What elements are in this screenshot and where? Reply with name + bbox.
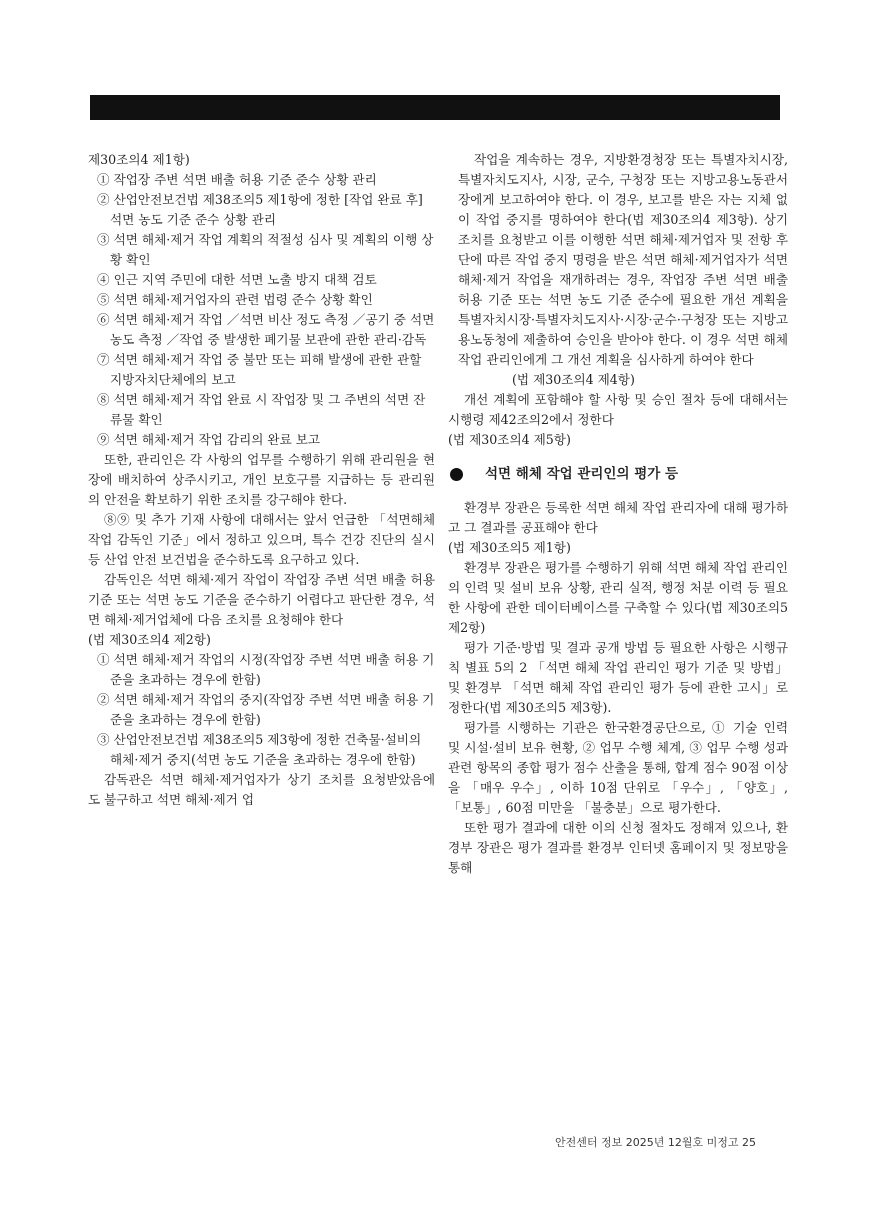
list-item: ③ 석면 해체·제거 작업 계획의 적절성 심사 및 계획의 이행 상황 확인 [97, 232, 434, 267]
list-item: ① 석면 해체·제거 작업의 시정(작업장 주변 석면 배출 허용 기준을 초과하는 경우에 한함) [97, 652, 435, 687]
body-paragraph: 또한, 관리인은 각 사항의 업무를 수행하기 위해 관리원을 현장에 배치하여 상주시키고, 개인 보호구를 지급하는 등 관리원의 안전을 확보하기 위한 조치를 강구해야 한다. [88, 452, 435, 507]
law-reference: (법 제30조의4 제5항) [448, 432, 571, 447]
body-paragraph: 환경부 장관은 평가를 수행하기 위해 석면 해체 작업 관리인의 인력 및 설비 보유 상황, 관리 실적, 행정 처분 이력 등 필요한 사항에 관한 데이터베이스를 구축할 수 있다(법 제30조의5 제2항) [448, 560, 788, 635]
list-item: ⑧ 석면 해체·제거 작업 완료 시 작업장 및 그 주변의 석면 잔류물 확인 [97, 392, 426, 427]
list-item: ⑤ 석면 해체·제거업자의 관련 법령 준수 상황 확인 [97, 292, 373, 307]
body-paragraph: 또한 평가 결과에 대한 이의 신청 절차도 정해져 있으나, 환경부 장관은 평가 결과를 환경부 인터넷 홈페이지 및 정보망을 통해 [448, 820, 788, 875]
header-bar [90, 95, 780, 120]
list-item: ⑦ 석면 해체·제거 작업 중 불만 또는 피해 발생에 관한 관할 지방자치단체에의 보고 [97, 352, 422, 387]
body-paragraph: 평가 기준·방법 및 결과 공개 방법 등 필요한 사항은 시행규칙 별표 5의 2 「석면 해체 작업 관리인 평가 기준 및 방법」 및 환경부 「석면 해체 작업 관리인 평가 등에 관한 고시」로 정한다(법 제30조의5 제3항). [448, 640, 788, 715]
law-reference: 제30조의4 제1항) [88, 152, 190, 167]
body-paragraph: 감독인은 석면 해체·제거 작업이 작업장 주변 석면 배출 허용 기준 또는 석면 농도 기준을 준수하기 어렵다고 판단한 경우, 석면 해체·제거업체에 다음 조치를 요청해야 한다 [88, 572, 435, 627]
page-footer: 안전센터 정보 2025년 12월호 미정고 25 [555, 1136, 756, 1149]
list-item: ⑥ 석면 해체·제거 작업 ／석면 비산 정도 측정 ／공기 중 석면 농도 측정 ／작업 중 발생한 폐기물 보관에 관한 관리·감독 [97, 312, 435, 347]
body-paragraph: 작업을 계속하는 경우, 지방환경청장 또는 특별자치시장, 특별자치도지사, 시장, 군수, 구청장 또는 지방고용노동관서장에게 보고하여야 한다. 이 경우, 보고를 받은 자는 지체 없이 작업 중지를 명하여야 한다(법 제30조의4 제3항). 상기 조치를 요청받고 이를 이행한 석면 해체·제거업자 및 전항 후단에 따른 작업 중지 명령을 받은 석면 해체·제거업자가 석면 해체·제거 작업을 재개하려는 경우, 작업장 주변 석면 배출 허용 기준 또는 석면 농도 기준 준수에 필요한 개선 계획을 특별자치시장·특별자치도지사·시장·군수·구청장 또는 지방고용노동청에 제출하여 승인을 받아야 한다. 이 경우 석면 해체 작업 관리인에게 그 개선 계획을 심사하게 하여야 한다 [458, 152, 788, 367]
right-column [448, 150, 788, 878]
body-paragraph: 감독관은 석면 해체·제거업자가 상기 조치를 요청받았음에 도 불구하고 석면 해체·제거 업 [88, 772, 435, 807]
law-reference: (법 제30조의4 제4항) [512, 372, 635, 387]
list-item: ② 석면 해체·제거 작업의 중지(작업장 주변 석면 배출 허용 기준을 초과하는 경우에 한함) [97, 692, 435, 727]
law-reference: (법 제30조의4 제2항) [88, 632, 211, 647]
section-heading [448, 464, 788, 484]
list-item: ② 산업안전보건법 제38조의5 제1항에 정한 [작업 완료 후] 석면 농도 기준 준수 상황 관리 [97, 192, 423, 227]
bullet-icon [450, 468, 463, 481]
measure-list [88, 650, 435, 770]
body-paragraph: ⑧⑨ 및 추가 기재 사항에 대해서는 앞서 언급한 「석면해체작업 감독인 기준」에서 정하고 있으며, 특수 건강 진단의 실시 등 산업 안전 보건법을 준수하도록 요구하고 있다. [88, 512, 435, 567]
list-item: ④ 인근 지역 주민에 대한 석면 노출 방지 대책 검토 [97, 272, 377, 287]
left-column [88, 150, 435, 810]
section-heading-text: 석면 해체 작업 관리인의 평가 등 [485, 466, 679, 482]
duty-list [88, 170, 435, 450]
body-paragraph: 평가를 시행하는 기관은 한국환경공단으로, ① 기술 인력 및 시설·설비 보유 현황, ② 업무 수행 체계, ③ 업무 수행 성과 관련 항목의 종합 평가 점수 산출을 통해, 합계 점수 90점 이상을 「매우 우수」, 이하 10점 단위로 「우수」, 「양호」, 「보통」, 60점 미만을 「불충분」으로 평가한다. [448, 720, 788, 815]
list-item: ① 작업장 주변 석면 배출 허용 기준 준수 상황 관리 [97, 172, 377, 187]
list-item: ⑨ 석면 해체·제거 작업 감리의 완료 보고 [97, 432, 321, 447]
law-reference: (법 제30조의5 제1항) [448, 540, 571, 555]
body-paragraph: 환경부 장관은 등록한 석면 해체 작업 관리자에 대해 평가하고 그 결과를 공표해야 한다 [448, 500, 788, 535]
list-item: ③ 산업안전보건법 제38조의5 제3항에 정한 건축물·설비의 해체·제거 중지(석면 농도 기준을 초과하는 경우에 한함) [97, 732, 422, 767]
body-paragraph: 개선 계획에 포함해야 할 사항 및 승인 절차 등에 대해서는 시행령 제42조의2에서 정한다 [448, 392, 788, 427]
